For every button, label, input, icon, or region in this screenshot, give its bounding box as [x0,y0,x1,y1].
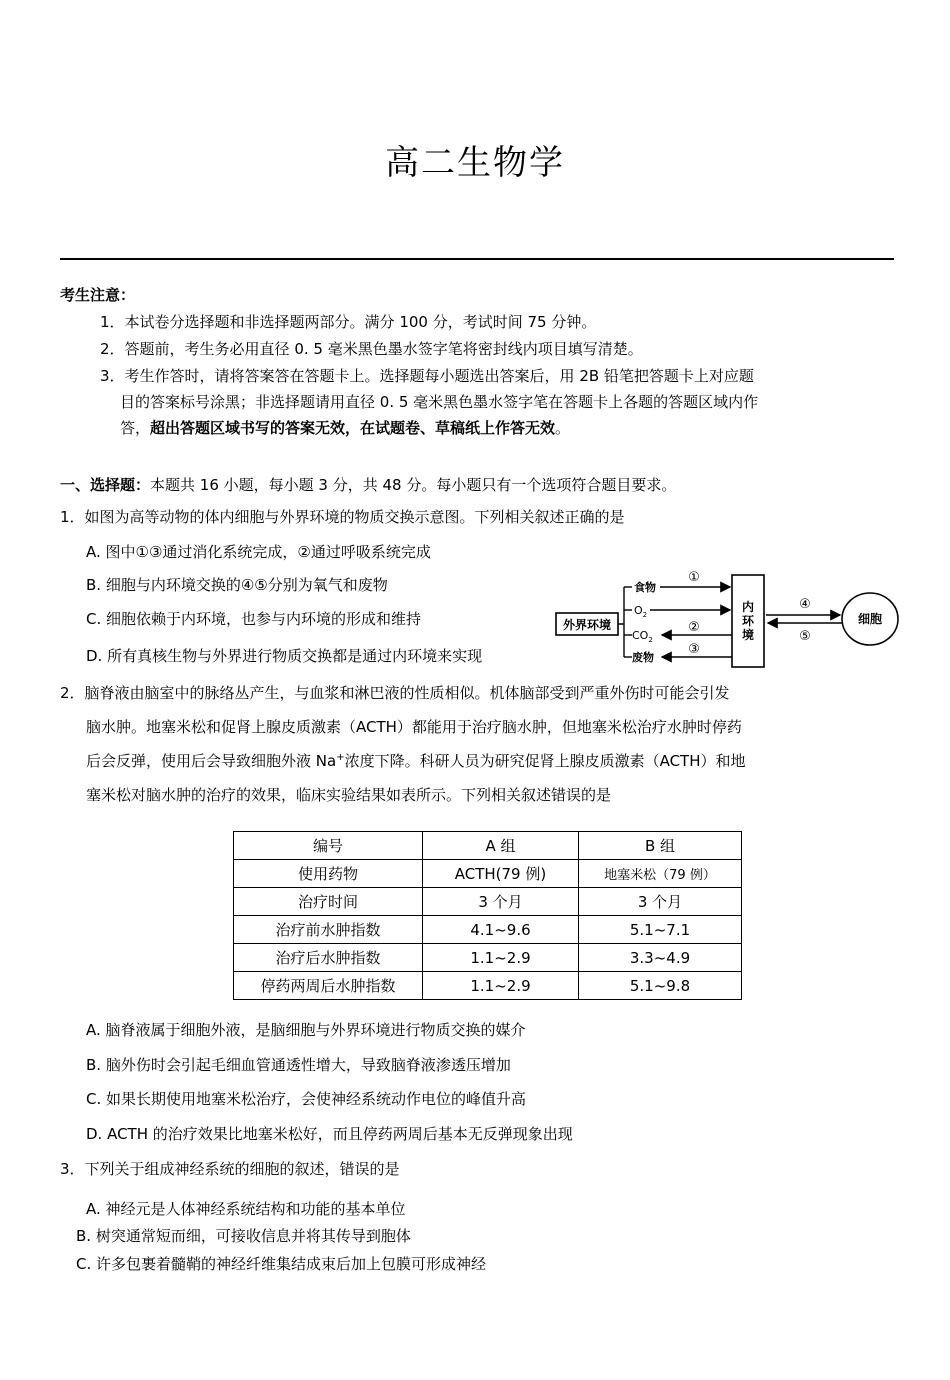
q1-option-b: B. 细胞与内环境交换的④⑤分别为氧气和废物 [86,576,388,594]
q2-stem-line-3 [86,750,746,771]
inner-label-2: 环 [741,614,755,628]
co2-sub: 2 [648,636,653,644]
q3-stem: 3．下列关于组成神经系统的细胞的叙述，错误的是 [60,1160,400,1178]
table-row [234,916,742,944]
notice-item-1: 1．本试卷分选择题和非选择题两部分。满分 100 分，考试时间 75 分钟。 [100,313,597,331]
q1-option-c: C. 细胞依赖于内环境，也参与内环境的形成和维持 [86,610,422,628]
notice-item-3-line-2: 目的答案标号涂黑；非选择题请用直径 0. 5 毫米黑色墨水签字笔在答题卡上各题的答题区域内作 [120,393,759,411]
table-row [234,832,742,860]
section-1-label: 一、选择题： [60,476,151,494]
q2-line-3b: 浓度下降。科研人员为研究促肾上腺皮质激素（ACTH）和地 [344,752,746,770]
table-cell: 1.1~2.9 [423,944,579,972]
q2-option-b: B. 脑外伤时会引起毛细血管通透性增大，导致脑脊液渗透压增加 [86,1056,511,1074]
num-5: ⑤ [799,629,811,644]
q3-option-c: C. 许多包裹着髓鞘的神经纤维集结成束后加上包膜可形成神经 [76,1255,487,1273]
table-cell: 停药两周后水肿指数 [234,972,423,1000]
table-cell: 1.1~2.9 [423,972,579,1000]
q2-superscript: + [336,752,345,763]
table-cell: 治疗后水肿指数 [234,944,423,972]
exchange-diagram [552,565,922,671]
table-cell: 编号 [234,832,423,860]
co2-label [632,629,653,644]
notice-item-2: 2．答题前，考生务必用直径 0. 5 毫米黑色墨水签字笔将密封线内项目填写清楚。 [100,340,643,358]
q3-option-a: A. 神经元是人体神经系统结构和功能的基本单位 [86,1200,406,1218]
table-cell: ACTH(79 例) [423,860,579,888]
q2-stem-line-1: 2．脑脊液由脑室中的脉络丛产生，与血浆和淋巴液的性质相似。机体脑部受到严重外伤时可能会引发 [60,684,730,702]
table-cell: 5.1~7.1 [579,916,742,944]
num-2: ② [688,620,700,635]
table-row [234,888,742,916]
table-cell: 4.1~9.6 [423,916,579,944]
q1-option-d: D. 所有真核生物与外界进行物质交换都是通过内环境来实现 [86,647,483,665]
food-label: 食物 [634,581,656,594]
notice-plain: 答， [120,419,151,437]
notice-end: 。 [555,419,571,437]
co2-text: CO [632,629,649,642]
o2-text: O [634,604,643,617]
inner-label-3: 境 [741,628,755,642]
q2-option-d: D. ACTH 的治疗效果比地塞米松好，而且停药两周后基本无反弹现象出现 [86,1125,573,1143]
q3-option-b: B. 树突通常短而细，可接收信息并将其传导到胞体 [76,1227,411,1245]
notice-bold-warning: 超出答题区域书写的答案无效，在试题卷、草稿纸上作答无效 [150,419,556,437]
num-1: ① [688,570,700,585]
q2-stem-line-4: 塞米松对脑水肿的治疗的效果，临床实验结果如表所示。下列相关叙述错误的是 [86,786,612,804]
table-cell: 治疗时间 [234,888,423,916]
q2-option-c: C. 如果长期使用地塞米松治疗，会使神经系统动作电位的峰值升高 [86,1090,527,1108]
table-cell: 3 个月 [579,888,742,916]
notice-item-3-line-3 [120,417,570,438]
table-cell: 3 个月 [423,888,579,916]
num-3: ③ [688,642,700,657]
num-4: ④ [799,597,811,612]
section-1-desc: 本题共 16 小题，每小题 3 分，共 48 分。每小题只有一个选项符合题目要求。 [150,476,677,494]
q2-stem-line-2: 脑水肿。地塞米松和促肾上腺皮质激素（ACTH）都能用于治疗脑水肿，但地塞米松治疗水肿时停药 [86,718,742,736]
inner-label-1: 内 [741,600,755,614]
q1-stem: 1．如图为高等动物的体内细胞与外界环境的物质交换示意图。下列相关叙述正确的是 [60,508,625,526]
q1-option-a: A. 图中①③通过消化系统完成，②通过呼吸系统完成 [86,543,431,561]
waste-label: 废物 [632,651,654,664]
table-cell: 3.3~4.9 [579,944,742,972]
table-cell: B 组 [579,832,742,860]
title-rule [60,258,894,260]
outer-environment-label: 外界环境 [562,618,612,632]
notice-heading: 考生注意： [60,286,136,304]
q2-option-a: A. 脑脊液属于细胞外液，是脑细胞与外界环境进行物质交换的媒介 [86,1021,526,1039]
page-title: 高二生物学 [385,143,565,183]
table-cell: 5.1~9.8 [579,972,742,1000]
table-cell: 治疗前水肿指数 [234,916,423,944]
table-row [234,944,742,972]
cell-label: 细胞 [857,612,883,626]
section-1-header [60,474,676,495]
table-cell: A 组 [423,832,579,860]
o2-sub: 2 [642,611,648,619]
table-row [234,860,742,888]
q2-data-table [233,831,742,1000]
q2-line-3a: 后会反弹，使用后会导致细胞外液 Na [86,752,337,770]
notice-item-3-line-1: 3．考生作答时，请将答案答在答题卡上。选择题每小题选出答案后，用 2B 铅笔把答题卡上对应题 [100,367,754,385]
table-row [234,972,742,1000]
o2-label [634,604,647,619]
table-cell: 地塞米松（79 例） [579,860,742,888]
table-cell: 使用药物 [234,860,423,888]
